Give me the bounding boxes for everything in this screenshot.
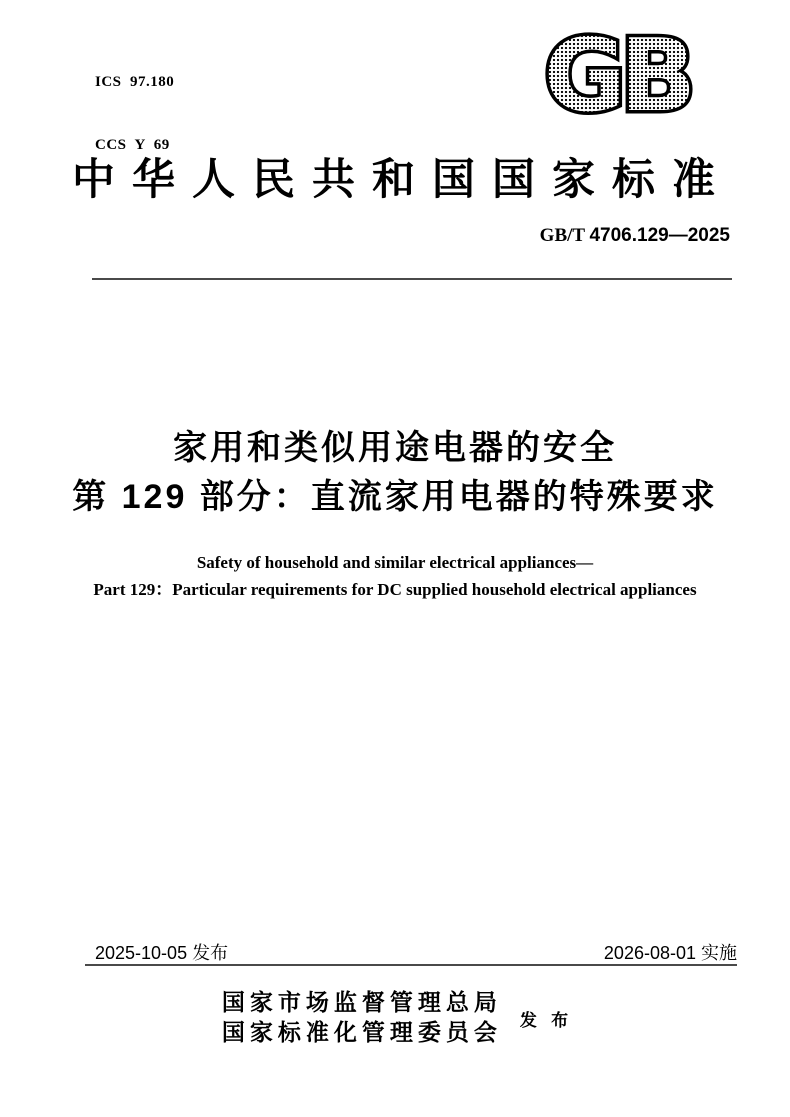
publisher-line2: 国家标准化管理委员会	[221, 1020, 502, 1045]
publish-label: 发 布	[519, 1010, 569, 1030]
dates-row	[95, 939, 737, 965]
english-title-line1: Safety of household and similar electrical appliances—	[196, 553, 594, 572]
gb-logo-text: GB	[543, 26, 691, 124]
national-standard-header: 中华人民共和国国家标准	[72, 157, 732, 204]
issue-date: 2025-10-05 发布	[95, 943, 229, 963]
publisher-block	[0, 988, 790, 1048]
gb-logo-graphic	[532, 26, 702, 124]
standard-number-digits: 4706.129—2025	[589, 225, 730, 246]
standard-number-prefix: GB/T	[539, 225, 590, 246]
chinese-title	[0, 424, 790, 522]
header-divider-rule	[92, 278, 732, 280]
ics-code: ICS 97.180	[95, 74, 175, 90]
standard-number	[540, 225, 730, 247]
footer-divider-rule	[85, 964, 737, 966]
english-title	[0, 549, 790, 603]
chinese-title-line2: 第 129 部分：直流家用电器的特殊要求	[72, 478, 718, 516]
gb-logo	[532, 26, 702, 124]
english-title-line2: Part 129：Particular requirements for DC supplied household electrical appliances	[93, 580, 697, 599]
ccs-code: CCS Y 69	[95, 137, 170, 153]
publisher-line1: 国家市场监督管理总局	[221, 990, 502, 1015]
publisher-names	[222, 988, 502, 1048]
implementation-date: 2026-08-01 实施	[603, 943, 737, 963]
chinese-title-line1: 家用和类似用途电器的安全	[173, 429, 617, 467]
